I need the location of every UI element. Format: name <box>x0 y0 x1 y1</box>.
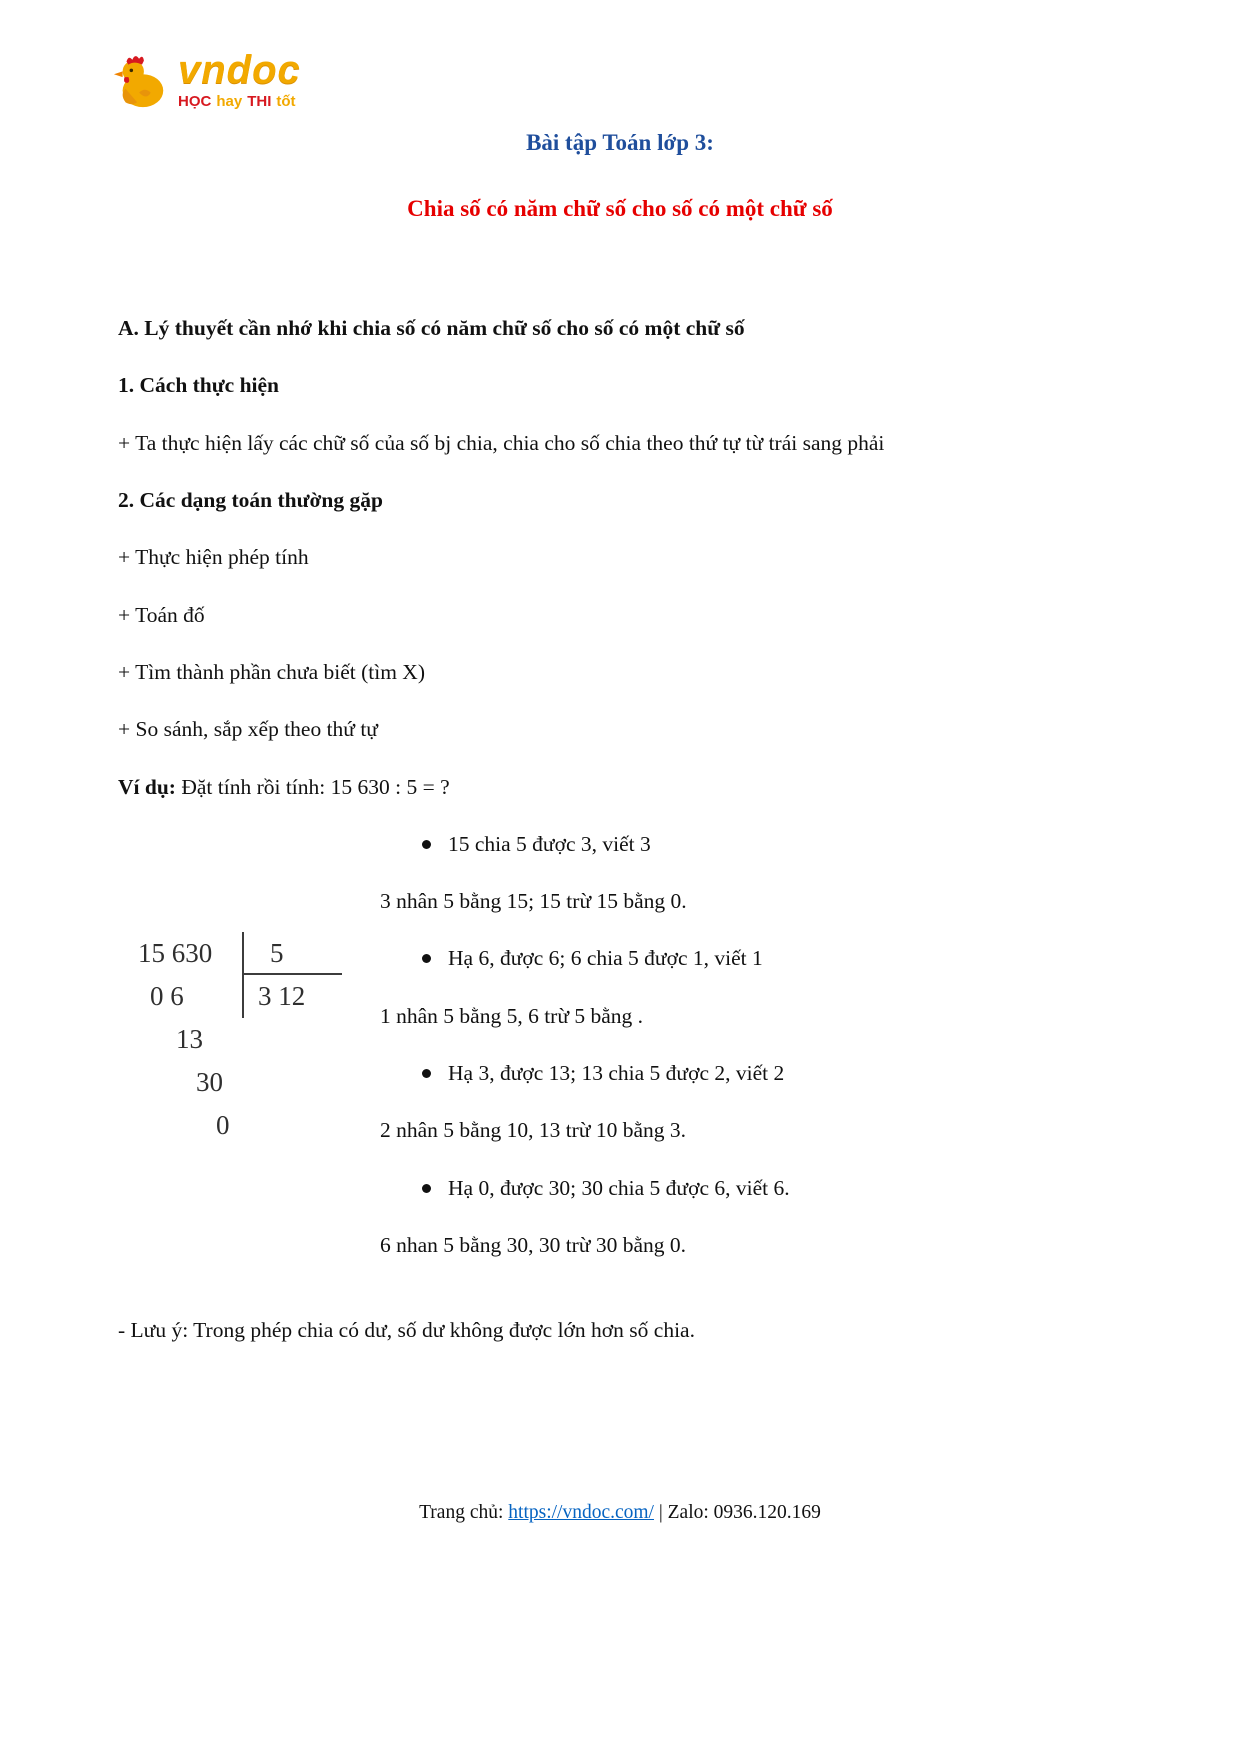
chicken-mascot-icon <box>112 50 170 117</box>
quotient: 3 12 <box>242 975 305 1018</box>
division-step: Hạ 0, được 30; 30 chia 5 được 6, viết 6. <box>380 1172 1122 1205</box>
tagline-word: tốt <box>276 93 296 110</box>
tagline-word: HỌC <box>178 93 212 110</box>
brand-text: vndoc <box>178 48 301 92</box>
division-step: 2 nhân 5 bằng 10, 13 trừ 10 bằng 3. <box>380 1118 687 1143</box>
example-text: Đặt tính rồi tính: 15 630 : 5 = ? <box>175 774 450 799</box>
brand-tagline <box>178 94 301 109</box>
work-line: 0 <box>216 1109 230 1140</box>
paragraph-method: + Ta thực hiện lấy các chữ số của số bj chia, chia cho số chia theo thứ tự từ trái sang phải <box>118 430 885 455</box>
example-label: Ví dụ: <box>118 774 176 799</box>
tagline-word: hay <box>216 93 243 110</box>
long-division-figure <box>138 932 342 1147</box>
heading-types: 2. Các dạng toán thường gặp <box>118 487 383 512</box>
note-line: - Lưu ý: Trong phép chia có dư, số dư không được lớn hơn số chia. <box>118 1317 695 1342</box>
work-line: 0 6 <box>150 980 184 1011</box>
homepage-link[interactable]: https://vndoc.com/ <box>508 1502 654 1523</box>
example-line <box>118 771 1122 804</box>
page-title: Bài tập Toán lớp 3: <box>526 130 714 155</box>
tagline-word: THI <box>247 93 272 110</box>
division-step: 6 nhan 5 bằng 30, 30 trừ 30 bằng 0. <box>380 1233 687 1257</box>
heading-method: 1. Cách thực hiện <box>118 373 280 398</box>
plus-item-compare: + So sánh, sắp xếp theo thứ tự <box>118 717 378 742</box>
document-content <box>118 130 1122 1347</box>
page-footer <box>0 1502 1240 1524</box>
division-step: 1 nhân 5 bằng 5, 6 trừ 5 bằng . <box>380 1003 644 1028</box>
division-step: Hạ 3, được 13; 13 chia 5 được 2, viết 2 <box>380 1057 1122 1090</box>
divisor: 5 <box>242 932 342 975</box>
footer-suffix: | Zalo: 0936.120.169 <box>653 1502 821 1523</box>
footer-prefix: Trang chủ: <box>419 1502 509 1523</box>
division-step: Hạ 6, được 6; 6 chia 5 được 1, viết 1 <box>380 942 1122 975</box>
worked-example-block <box>118 828 1122 1300</box>
division-step: 3 nhân 5 bằng 15; 15 trừ 15 bằng 0. <box>380 889 687 914</box>
dividend: 15 630 <box>138 937 213 968</box>
logo-text <box>178 50 301 109</box>
plus-item-find-x: + Tìm thành phần chưa biết (tìm X) <box>118 659 425 684</box>
work-line: 30 <box>196 1066 223 1097</box>
section-a-heading: A. Lý thuyết cần nhớ khi chia số có năm chữ số cho số có một chữ số <box>118 316 745 340</box>
division-steps <box>380 828 1122 1263</box>
vndoc-logo <box>112 50 301 117</box>
plus-item-word-problem: + Toán đố <box>118 602 205 627</box>
division-step: 15 chia 5 được 3, viết 3 <box>380 828 1122 861</box>
work-line: 13 <box>176 1023 203 1054</box>
page-subtitle: Chia số có năm chữ số cho số có một chữ số <box>407 196 833 221</box>
plus-item-calculation: + Thực hiện phép tính <box>118 545 309 570</box>
